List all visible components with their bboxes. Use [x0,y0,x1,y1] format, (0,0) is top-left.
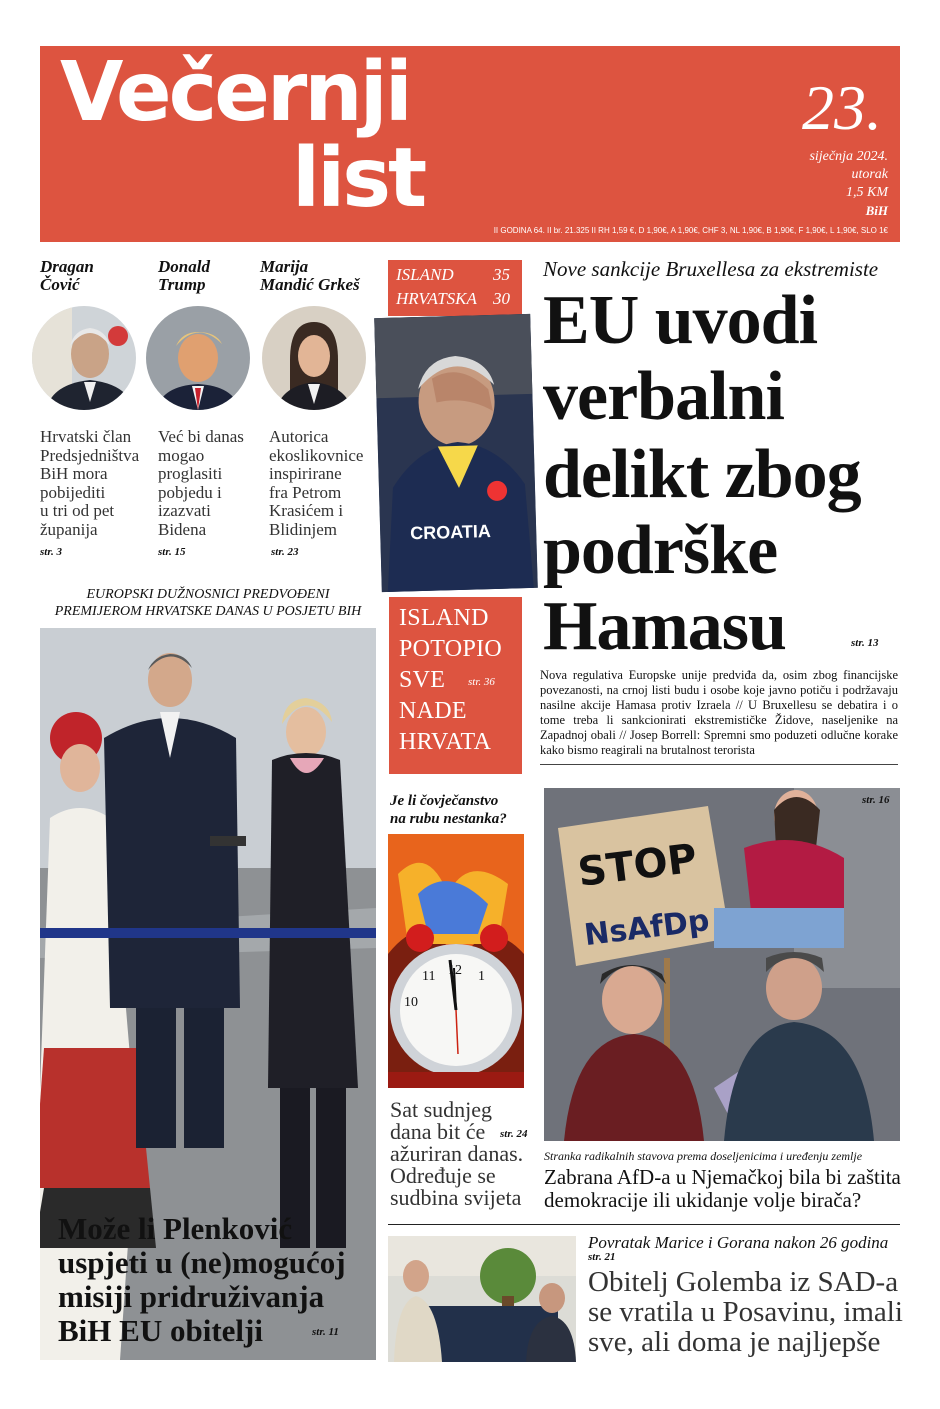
page-ref[interactable]: str. 3 [40,546,63,558]
profile-blurb: Već bi danas mogao proglasiti pobjedu i izazvati Bidena [158,427,244,539]
story-kicker: EUROPSKI DUŽNOSNICI PREDVOĐENI PREMIJEROM HRVATSKE DANAS U POSJETU BIH [54,587,362,619]
profile-trump[interactable] [158,258,210,294]
logo-vecernji[interactable]: Večernji [60,45,410,140]
page-ref[interactable]: str. 21 [588,1251,616,1263]
portrait-man-icon [146,306,250,410]
team-iceland: ISLAND [396,265,454,284]
page-ref[interactable]: str. 23 [271,546,299,558]
lead-headline[interactable]: Hamasu [543,588,786,665]
clock-number-1: 1 [478,969,485,984]
lead-headline[interactable]: verbalni [543,358,784,435]
avatar[interactable] [32,306,136,410]
page-ref[interactable]: str. 36 [468,676,495,688]
profile-name: Dragan Čović [40,257,94,294]
issue-fineprint: II GODINA 64. II br. 21.325 II RH 1,59 €, D 1,90€, A 1,90€, CHF 3, NL 1,90€, B 1,90€, F 1,90€, L 1,90€, SLO 1€ [493,226,888,235]
doomsday-text[interactable]: sudbina svijeta [390,1185,522,1210]
logo-list[interactable]: list [292,131,425,226]
issue-day: 23. [802,72,882,143]
avatar[interactable] [146,306,250,410]
profile-name: Donald Trump [158,257,210,294]
portrait-woman-icon [262,306,366,410]
svg-text:CROATIA: CROATIA [409,521,492,544]
golemba-headline[interactable]: Obitelj Golemba iz SAD-a se vratila u Posavinu, imali sve, ali doma je najljepše [588,1266,903,1358]
golemba-kicker: Povratak Marice i Gorana nakon 26 godina [588,1233,889,1252]
score-iceland: 35 [493,265,510,284]
headline-line: HRVATA [399,729,492,755]
score-croatia: 30 [493,289,510,308]
profile-mandic-grkes[interactable] [260,258,360,294]
avatar[interactable] [262,306,366,410]
clock-number-10: 10 [404,995,418,1010]
protest-image [544,788,900,1141]
divider [540,764,898,765]
issue-price: 1,5 KM [846,185,888,200]
page-ref[interactable]: str. 13 [851,637,879,649]
golemba-family-photo[interactable] [388,1236,576,1362]
story-headline[interactable]: misiji pridruživanja [58,1279,325,1314]
afd-protest-photo[interactable] [544,788,900,1141]
clock-number-11: 11 [422,969,436,984]
doomsday-text[interactable]: dana bit će [390,1119,486,1144]
doomsday-text[interactable]: ažuriran danas. [390,1141,524,1166]
clock-number-12: 12 [448,963,462,978]
lead-summary: Nova regulativa Europske unije predviđa da, osim zbog financijske povezanosti, na crnoj listi budu i osobe koje javno potiču i podržavaju nasilne akcije Hamasa protiv Izraela // U Bruxellesu se debatira i o tome treba li sankcionirati ekstremističke Židove, naseljenike na Zapadnoj obali // Josep Borrell: Spremni smo poduzeti odlučne korake kako bismo reagirali na brutalnost terorista [540,668,898,757]
sign-stop-text: STOP [575,835,700,896]
coach-image [374,314,538,592]
headline-line: NADE [399,698,467,724]
story-headline[interactable]: BiH EU obitelji [58,1313,263,1348]
lead-headline[interactable]: podrške [543,512,778,589]
doomsday-kicker: Je li čovječanstvo na rubu nestanka? [390,793,507,827]
headline-line: SVE [399,667,446,693]
family-image [388,1236,576,1362]
lead-kicker: Nove sankcije Bruxellesa za ekstremiste [543,257,879,281]
profile-name: Marija Mandić Grkeš [260,257,360,294]
alarm-clock-icon [388,834,524,1088]
lead-headline[interactable]: delikt zbog [543,436,861,513]
lead-headline[interactable]: EU uvodi [543,282,818,359]
portrait-man-icon [32,306,136,410]
page-ref[interactable]: str. 24 [500,1128,528,1140]
profile-blurb: Autorica ekoslikovnice inspirirane fra Petrom Krasićem i Blidinjem [269,427,364,539]
afd-kicker: Stranka radikalnih stavova prema doseljenicima i uređenju zemlje [544,1149,863,1163]
doomsday-text[interactable]: Određuje se [390,1163,496,1188]
issue-weekday: utorak [851,167,888,182]
page-ref[interactable]: str. 16 [862,794,890,806]
profile-covic[interactable] [40,258,94,294]
story-headline[interactable]: uspjeti u (ne)mogućoj [58,1245,346,1280]
sign-nsafdp-text: NsAfDp [582,903,712,954]
profile-blurb: Hrvatski član Predsjedništva BiH mora pobijediti u tri od pet županija [40,427,140,539]
coach-photo[interactable] [374,314,538,592]
page-ref[interactable]: str. 15 [158,546,186,558]
divider [388,1224,900,1225]
team-croatia: HRVATSKA [396,289,477,308]
story-headline[interactable]: Može li Plenković [58,1211,293,1246]
issue-edition: BiH [865,203,888,218]
issue-month-year: siječnja 2024. [809,149,888,164]
doomsday-text[interactable]: Sat sudnjeg [390,1097,493,1122]
headline-line: POTOPIO [399,636,503,662]
page-ref[interactable]: str. 11 [312,1326,339,1338]
doomsday-clock-photo[interactable] [388,834,524,1088]
afd-headline[interactable]: Zabrana AfD-a u Njemačkoj bila bi zaštita demokracije ili ukidanje volje birača? [544,1165,901,1212]
headline-line: ISLAND [399,605,489,631]
